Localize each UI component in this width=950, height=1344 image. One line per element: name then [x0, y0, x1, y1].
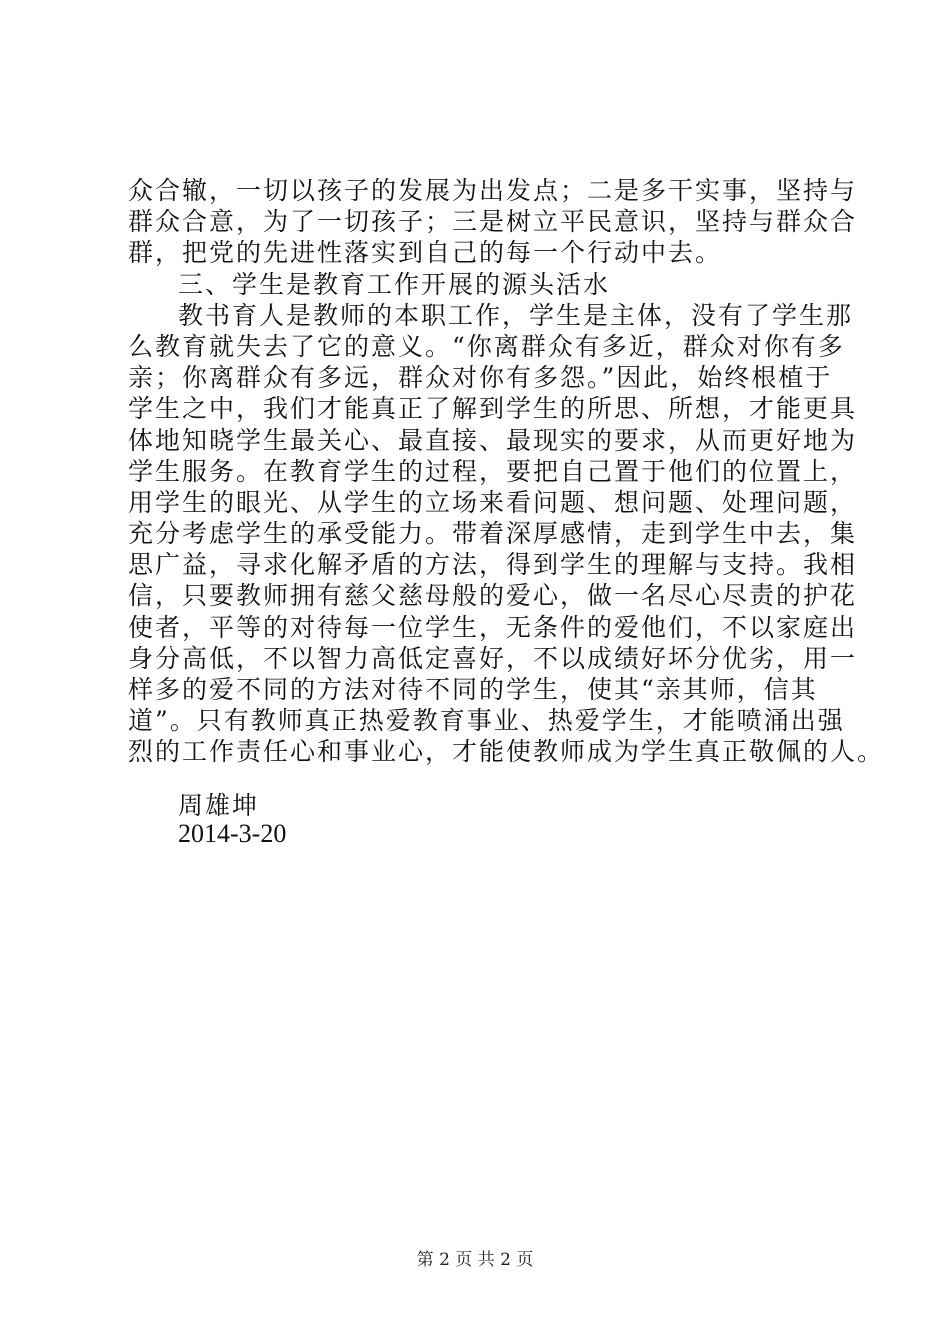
- body-line: 体地知晓学生最关心、最直接、最现实的要求，从而更好地为: [128, 425, 858, 455]
- body-line: 思广益，寻求化解矛盾的方法，得到学生的理解与支持。我相: [128, 550, 858, 580]
- body-line: 群众合意，为了一切孩子；三是树立平民意识，坚持与群众合: [128, 207, 858, 237]
- section-heading: 三、学生是教育工作开展的源头活水: [178, 269, 611, 299]
- body-line: 充分考虑学生的承受能力。带着深厚感情，走到学生中去，集: [128, 519, 858, 549]
- page-footer: 第 2 页 共 2 页: [416, 1250, 534, 1270]
- body-line: 样多的爱不同的方法对待不同的学生，使其“亲其师，信其: [128, 675, 818, 704]
- signature-date: 2014-3-20: [178, 819, 287, 848]
- body-line: 身分高低，不以智力高低定喜好，不以成绩好坏分优劣，用一: [128, 643, 858, 673]
- signature-name: 周雄坤: [178, 791, 260, 820]
- body-line: 么教育就失去了它的意义。“你离群众有多近，群众对你有多: [128, 331, 845, 361]
- body-line: 烈的工作责任心和事业心，才能使教师成为学生真正敬佩的人。: [128, 737, 885, 767]
- body-line: 学生之中，我们才能真正了解到学生的所思、所想，才能更具: [128, 394, 858, 424]
- body-line: 众合辙，一切以孩子的发展为出发点；二是多干实事，坚持与: [128, 176, 858, 205]
- body-line: 学生服务。在教育学生的过程，要把自己置于他们的位置上，: [128, 456, 858, 486]
- body-line: 教书育人是教师的本职工作，学生是主体，没有了学生那: [178, 300, 854, 330]
- body-line: 信，只要教师拥有慈父慈母般的爱心，做一名尽心尽责的护花: [128, 581, 858, 611]
- body-line: 使者，平等的对待每一位学生，无条件的爱他们，不以家庭出: [128, 612, 858, 642]
- document-body: [128, 175, 885, 768]
- body-line: 道”。只有教师真正热爱教育事业、热爱学生，才能喷涌出强: [128, 706, 845, 736]
- body-line: 亲；你离群众有多远，群众对你有多怨。”因此，始终根植于: [128, 363, 833, 393]
- body-line: 用学生的眼光、从学生的立场来看问题、想问题、处理问题，: [128, 487, 858, 517]
- body-line: 群，把党的先进性落实到自己的每一个行动中去。: [128, 238, 723, 268]
